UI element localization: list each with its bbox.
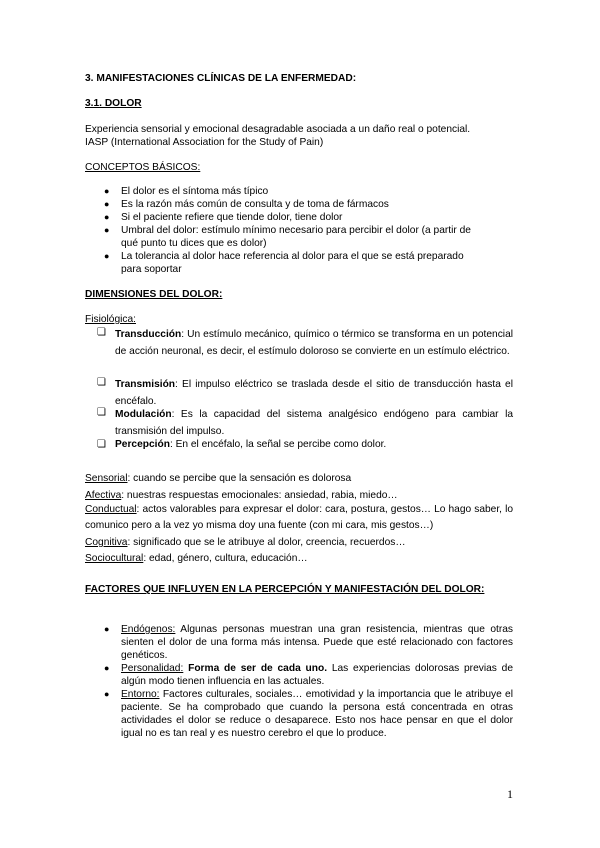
sociocultural-label: Sociocultural — [85, 553, 144, 564]
cognitiva-line — [85, 536, 406, 549]
conductual-label: Conductual — [85, 504, 137, 515]
dimension-text: : El impulso eléctrico se traslada desde el sitio de transducción hasta el encéfalo. — [115, 379, 513, 407]
factor-entorno — [121, 688, 513, 740]
sociocultural-text: : edad, género, cultura, educación… — [143, 553, 308, 564]
concepto-item: Si el paciente refiere que tiende dolor, tiene dolor — [121, 212, 343, 223]
checkbox-bullet-icon: ❏ — [97, 377, 106, 388]
concepto-item-cont: para soportar — [121, 264, 182, 275]
concepto-item: El dolor es el síntoma más típico — [121, 186, 269, 197]
dimension-item — [115, 438, 386, 451]
dimension-term: Transducción — [115, 329, 182, 340]
definition-source: IASP (International Association for the Study of Pain) — [85, 137, 324, 148]
checkbox-bullet-icon: ❏ — [97, 327, 106, 338]
bullet-icon: ● — [104, 624, 110, 634]
personalidad-label: Personalidad: — [121, 663, 184, 674]
checkbox-bullet-icon: ❏ — [97, 407, 106, 418]
concepto-item-cont: qué punto tu dices que es dolor) — [121, 238, 267, 249]
dimension-item — [115, 406, 513, 440]
sensorial-label: Sensorial — [85, 473, 128, 484]
dimension-text: : Es la capacidad del sistema analgésico endógeno para cambiar la transmisión del impulso. — [115, 409, 513, 437]
dimension-item — [115, 326, 513, 360]
dimension-term: Transmisión — [115, 379, 176, 390]
sensorial-line — [85, 472, 351, 485]
dimensiones-title: DIMENSIONES DEL DOLOR: — [85, 289, 223, 300]
factor-endogenos — [121, 623, 513, 662]
page-number: 1 — [507, 787, 513, 801]
concepto-item: La tolerancia al dolor hace referencia al dolor para el que se está preparado — [121, 251, 464, 262]
afectiva-text: : nuestras respuestas emocionales: ansiedad, rabia, miedo… — [121, 490, 398, 501]
sub-heading: 3.1. DOLOR — [85, 98, 142, 109]
dimension-text: : En el encéfalo, la señal se percibe como dolor. — [169, 439, 387, 450]
bullet-icon: ● — [104, 663, 110, 673]
personalidad-bold: Forma de ser de cada uno. — [183, 663, 328, 674]
fisiologica-label: Fisiológica: — [85, 314, 136, 325]
endogenos-text: Algunas personas muestran una gran resistencia, mientras que otras sienten el dolor de una forma más intensa. Puede que esté relacionado con factores genéticos. — [121, 624, 513, 661]
bullet-icon: ● — [104, 225, 110, 235]
definition-line: Experiencia sensorial y emocional desagradable asociada a un daño real o potencial. — [85, 124, 471, 135]
bullet-icon: ● — [104, 212, 110, 222]
afectiva-label: Afectiva — [85, 490, 122, 501]
concepto-item: Es la razón más común de consulta y de toma de fármacos — [121, 199, 389, 210]
conductual-text: : actos valorables para expresar el dolor: cara, postura, gestos… Lo hago saber, lo comunico pero a la vez yo misma doy una fuente (con mi cara, mis gestos…) — [85, 504, 513, 531]
checkbox-bullet-icon: ❏ — [97, 439, 106, 450]
dimension-term: Percepción — [115, 439, 170, 450]
main-heading: 3. MANIFESTACIONES CLÍNICAS DE LA ENFERMEDAD: — [85, 73, 357, 84]
personalidad-text: Las experiencias dolorosas previas de algún modo tienen influencia en las actuales. — [121, 663, 513, 687]
factores-title: FACTORES QUE INFLUYEN EN LA PERCEPCIÓN Y MANIFESTACIÓN DEL DOLOR: — [85, 584, 485, 595]
cognitiva-label: Cognitiva — [85, 537, 128, 548]
sensorial-text: : cuando se percibe que la sensación es dolorosa — [127, 473, 352, 484]
conductual-line — [85, 502, 513, 534]
dimension-item — [115, 376, 513, 410]
concepto-item: Umbral del dolor: estímulo mínimo necesario para percibir el dolor (a partir de — [121, 225, 471, 236]
bullet-icon: ● — [104, 186, 110, 196]
bullet-icon: ● — [104, 251, 110, 261]
afectiva-line — [85, 489, 398, 502]
conceptos-title: CONCEPTOS BÁSICOS: — [85, 162, 201, 173]
dimension-text: : Un estímulo mecánico, químico o térmico se transforma en un potencial de acción neuronal, es decir, el estímulo doloroso se convierte en un estímulo eléctrico. — [115, 329, 513, 357]
dimension-term: Modulación — [115, 409, 172, 420]
entorno-text: Factores culturales, sociales… emotividad y la importancia que le atribuye el paciente. Se ha comprobado que cuando la persona está concentrada en otras actividades el dolor se reduce o desaparece. Esto nos hace pensar en que el dolor igual no es tan real y es nuestro cerebro el que lo produce. — [121, 689, 513, 739]
bullet-icon: ● — [104, 199, 110, 209]
entorno-label: Entorno: — [121, 689, 160, 700]
cognitiva-text: : significado que se le atribuye al dolor, creencia, recuerdos… — [127, 537, 406, 548]
endogenos-label: Endógenos: — [121, 624, 176, 635]
sociocultural-line — [85, 552, 308, 565]
bullet-icon: ● — [104, 689, 110, 699]
factor-personalidad — [121, 662, 513, 688]
